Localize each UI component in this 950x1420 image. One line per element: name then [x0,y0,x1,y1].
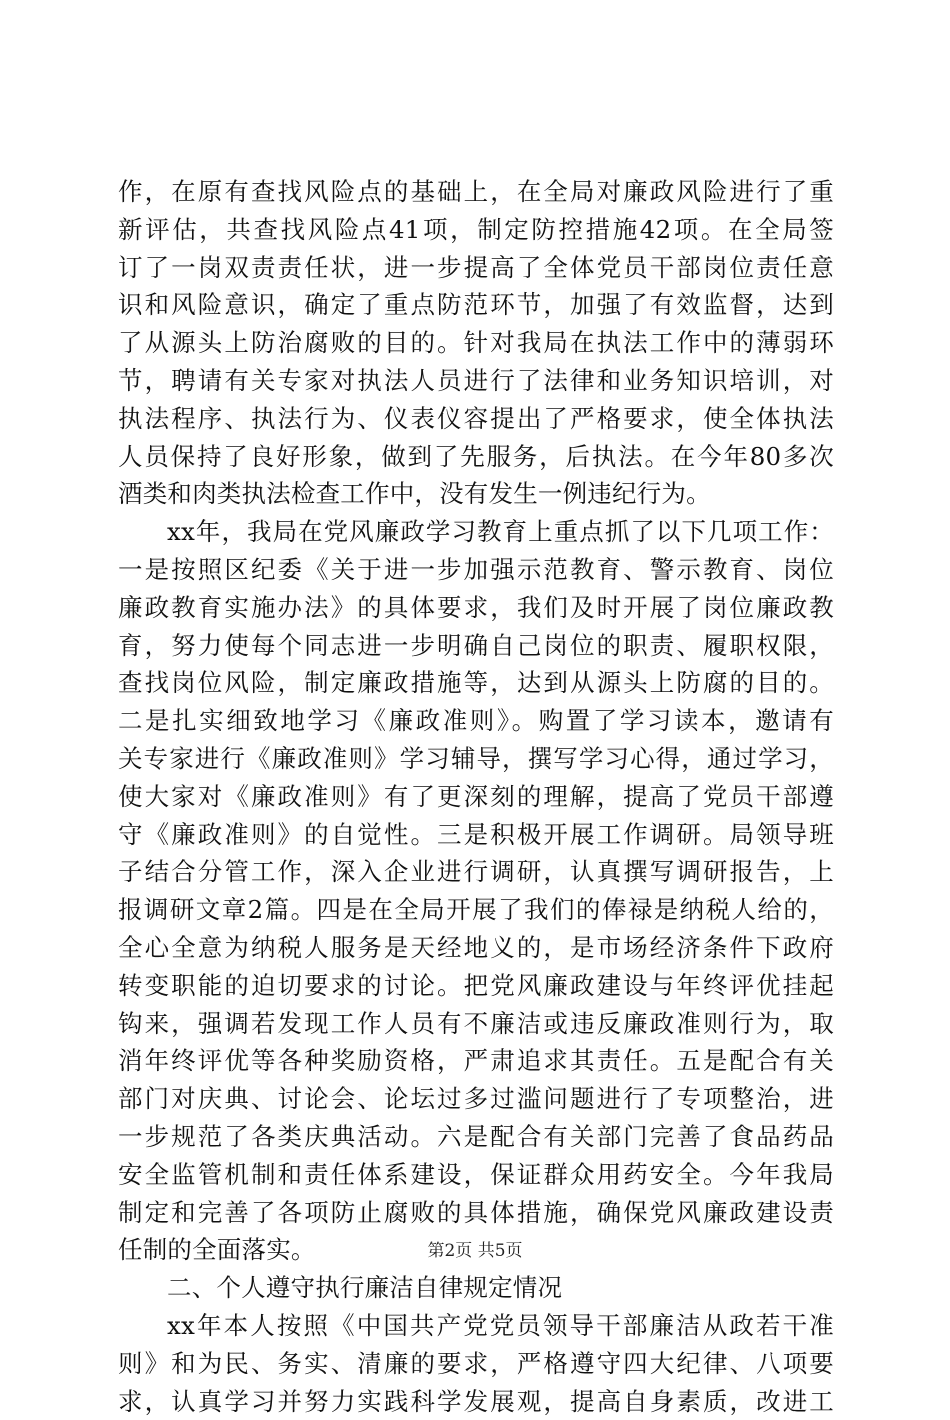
text-line: 则》和为民、务实、清廉的要求，严格遵守四大纪律、八项要 [118,1345,834,1383]
text-line: 制定和完善了各项防止腐败的具体措施，确保党风廉政建设责 [118,1194,834,1232]
document-body [118,173,834,1420]
text-line: 钩来，强调若发现工作人员有不廉洁或违反廉政准则行为，取 [118,1005,834,1043]
text-line: 子结合分管工作，深入企业进行调研，认真撰写调研报告，上 [118,853,834,891]
section-heading: 二、个人遵守执行廉洁自律规定情况 [118,1269,834,1307]
text-line: 关专家进行《廉政准则》学习辅导，撰写学习心得，通过学习， [118,740,834,778]
page-number: 第2页 共5页 [0,1236,950,1261]
text-line: 使大家对《廉政准则》有了更深刻的理解，提高了党员干部遵 [118,778,834,816]
text-line: 一是按照区纪委《关于进一步加强示范教育、警示教育、岗位 [118,551,834,589]
text-line: 执法程序、执法行为、仪表仪容提出了严格要求，使全体执法 [118,400,834,438]
text-line: 查找岗位风险，制定廉政措施等，达到从源头上防腐的目的。 [118,664,834,702]
text-line: 人员保持了良好形象，做到了先服务，后执法。在今年80多次 [118,438,834,476]
text-line: 酒类和肉类执法检查工作中，没有发生一例违纪行为。 [118,475,834,513]
text-line: 全心全意为纳税人服务是天经地义的，是市场经济条件下政府 [118,929,834,967]
paragraph-start: xx年，我局在党风廉政学习教育上重点抓了以下几项工作： [118,513,834,551]
text-line: 任制的全面落实。 [118,1231,834,1269]
text-line: 廉政教育实施办法》的具体要求，我们及时开展了岗位廉政教 [118,589,834,627]
text-line: 消年终评优等各种奖励资格，严肃追求其责任。五是配合有关 [118,1042,834,1080]
text-line: 识和风险意识，确定了重点防范环节，加强了有效监督，达到 [118,286,834,324]
text-line: 二是扎实细致地学习《廉政准则》。购置了学习读本，邀请有 [118,702,834,740]
text-line: 作，在原有查找风险点的基础上，在全局对廉政风险进行了重 [118,173,834,211]
text-line: 节，聘请有关专家对执法人员进行了法律和业务知识培训，对 [118,362,834,400]
text-line: 一步规范了各类庆典活动。六是配合有关部门完善了食品药品 [118,1118,834,1156]
text-line: 新评估，共查找风险点41项，制定防控措施42项。在全局签 [118,211,834,249]
paragraph-start: xx年本人按照《中国共产党党员领导干部廉洁从政若干准 [118,1307,834,1345]
text-line: 订了一岗双责责任状，进一步提高了全体党员干部岗位责任意 [118,249,834,287]
text-line: 部门对庆典、讨论会、论坛过多过滥问题进行了专项整治，进 [118,1080,834,1118]
text-line: 了从源头上防治腐败的目的。针对我局在执法工作中的薄弱环 [118,324,834,362]
text-line: 守《廉政准则》的自觉性。三是积极开展工作调研。局领导班 [118,816,834,854]
text-line: 报调研文章2篇。四是在全局开展了我们的俸禄是纳税人给的， [118,891,834,929]
text-line: 安全监管机制和责任体系建设，保证群众用药安全。今年我局 [118,1156,834,1194]
text-line: 求，认真学习并努力实践科学发展观，提高自身素质，改进工 [118,1383,834,1420]
text-line: 育，努力使每个同志进一步明确自己岗位的职责、履职权限， [118,627,834,665]
text-line: 转变职能的迫切要求的讨论。把党风廉政建设与年终评优挂起 [118,967,834,1005]
